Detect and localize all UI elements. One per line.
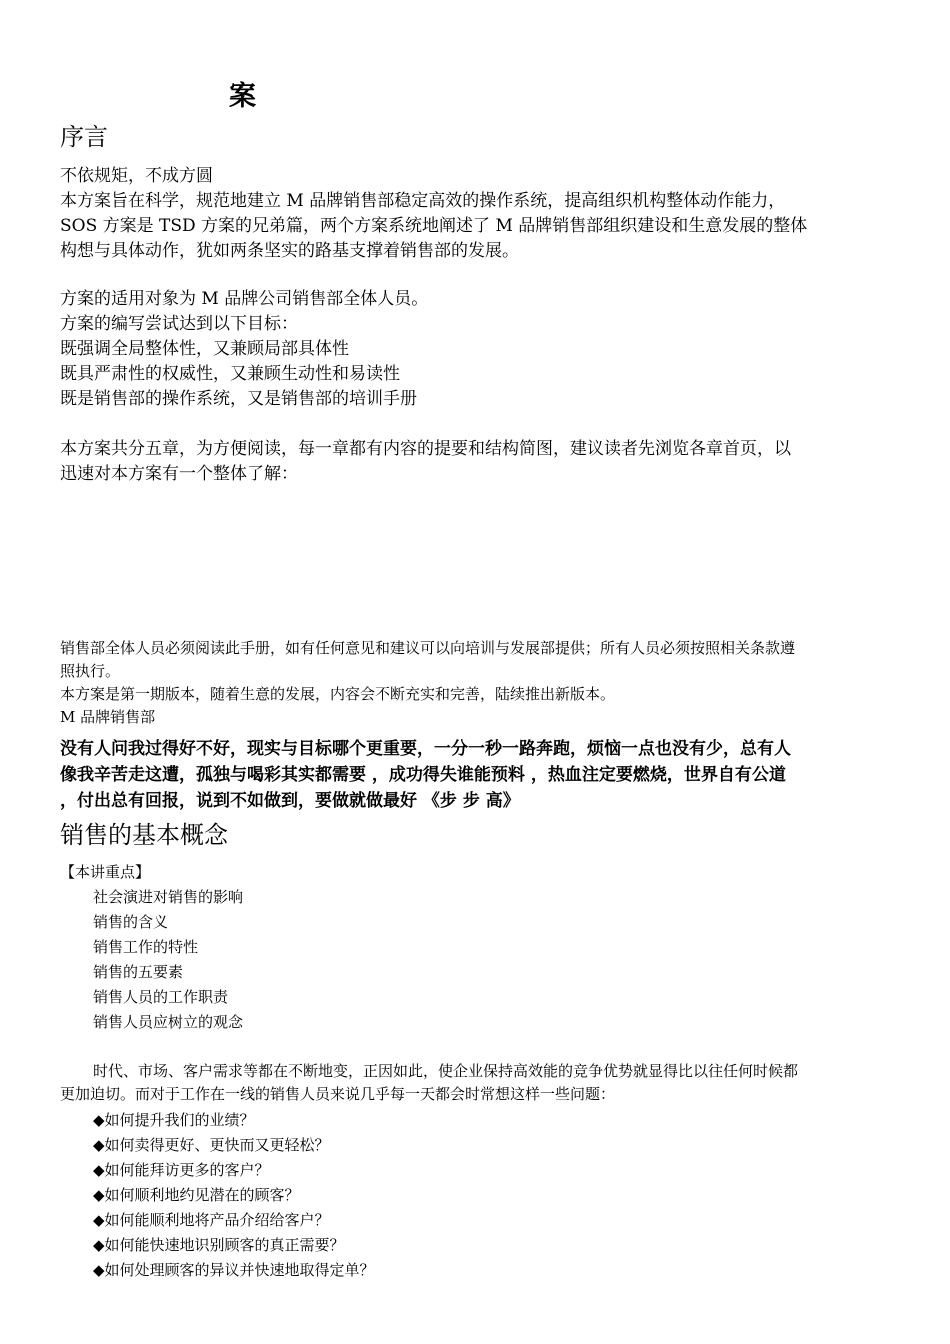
section-heading: 销售的基本概念 xyxy=(60,821,228,849)
question-item: ◆如何顺利地约见潜在的顾客？ xyxy=(93,1186,300,1204)
document-title: 案 xyxy=(229,81,256,112)
preface-paragraph xyxy=(60,164,890,264)
preface-line: SOS 方案是 TSD 方案的兄弟篇，两个方案系统地阐述了 M 品牌销售部组织建设和生意发展的整体 xyxy=(60,216,808,236)
motto-line: ，付出总有回报，说到不如做到，要做就做最好 《步 步 高》 xyxy=(60,791,520,811)
motto-line: 没有人问我过得好不好，现实与目标哪个更重要，一分一秒一路奔跑，烦恼一点也没有少，总有人 xyxy=(60,739,791,759)
motto-paragraph xyxy=(60,736,900,814)
notice-line: 本方案是第一期版本，随着生意的发展，内容会不断充实和完善，陆续推出新版本。 xyxy=(60,685,616,703)
key-point-item: 销售的五要素 xyxy=(93,963,184,981)
question-item: ◆如何处理顾客的异议并快速地取得定单？ xyxy=(93,1261,375,1279)
chapter-paragraph xyxy=(60,437,890,487)
key-point-item: 销售人员的工作职责 xyxy=(93,988,229,1006)
question-item: ◆如何卖得更好、更快而又更轻松？ xyxy=(93,1136,330,1154)
intro-line: 时代、市场、客户需求等都在不断地变，正因如此，使企业保持高效能的竞争优势就显得比以往任何时候都 xyxy=(93,1062,799,1080)
question-item: ◆如何能快速地识别顾客的真正需要？ xyxy=(93,1236,345,1254)
chapter-line: 迅速对本方案有一个整体了解： xyxy=(60,464,298,484)
key-points-list xyxy=(93,885,243,1035)
target-line: 既是销售部的操作系统，又是销售部的培训手册 xyxy=(60,389,417,409)
intro-line: 更加迫切。而对于工作在一线的销售人员来说几乎每一天都会时常想这样一些问题： xyxy=(60,1085,616,1103)
preface-line: 构想与具体动作，犹如两条坚实的路基支撑着销售部的发展。 xyxy=(60,241,519,261)
motto-line: 像我辛苦走这遭，孤独与喝彩其实都需要 ，成功得失谁能预料 ，热血注定要燃烧，世界自有公道 xyxy=(60,765,786,785)
notice-line: M 品牌销售部 xyxy=(60,708,156,726)
key-points-label: 【本讲重点】 xyxy=(60,863,151,881)
target-line: 方案的适用对象为 M 品牌公司销售部全体人员。 xyxy=(60,289,429,309)
key-point-item: 销售的含义 xyxy=(93,913,169,931)
intro-paragraph xyxy=(60,1060,890,1106)
question-item: ◆如何提升我们的业绩？ xyxy=(93,1111,255,1129)
notice-line: 照执行。 xyxy=(60,662,121,680)
key-point-item: 销售工作的特性 xyxy=(93,938,199,956)
preface-heading: 序言 xyxy=(60,123,108,151)
preface-line: 不依规矩，不成方圆 xyxy=(60,166,213,186)
notice-paragraph xyxy=(60,637,890,729)
target-line: 既强调全局整体性，又兼顾局部具体性 xyxy=(60,339,349,359)
target-paragraph xyxy=(60,287,890,412)
notice-line: 销售部全体人员必须阅读此手册，如有任何意见和建议可以向培训与发展部提供；所有人员必须按照相关条款遵 xyxy=(60,639,796,657)
question-item: ◆如何能拜访更多的客户？ xyxy=(93,1161,270,1179)
chapter-line: 本方案共分五章，为方便阅读，每一章都有内容的提要和结构简图，建议读者先浏览各章首页，以 xyxy=(60,439,791,459)
key-point-item: 销售人员应树立的观念 xyxy=(93,1013,244,1031)
preface-line: 本方案旨在科学，规范地建立 M 品牌销售部稳定高效的操作系统，提高组织机构整体动作能力， xyxy=(60,191,786,211)
key-point-item: 社会演进对销售的影响 xyxy=(93,888,244,906)
target-line: 方案的编写尝试达到以下目标： xyxy=(60,314,298,334)
target-line: 既具严肃性的权威性，又兼顾生动性和易读性 xyxy=(60,364,400,384)
question-list xyxy=(93,1108,375,1283)
question-item: ◆如何能顺利地将产品介绍给客户？ xyxy=(93,1211,330,1229)
